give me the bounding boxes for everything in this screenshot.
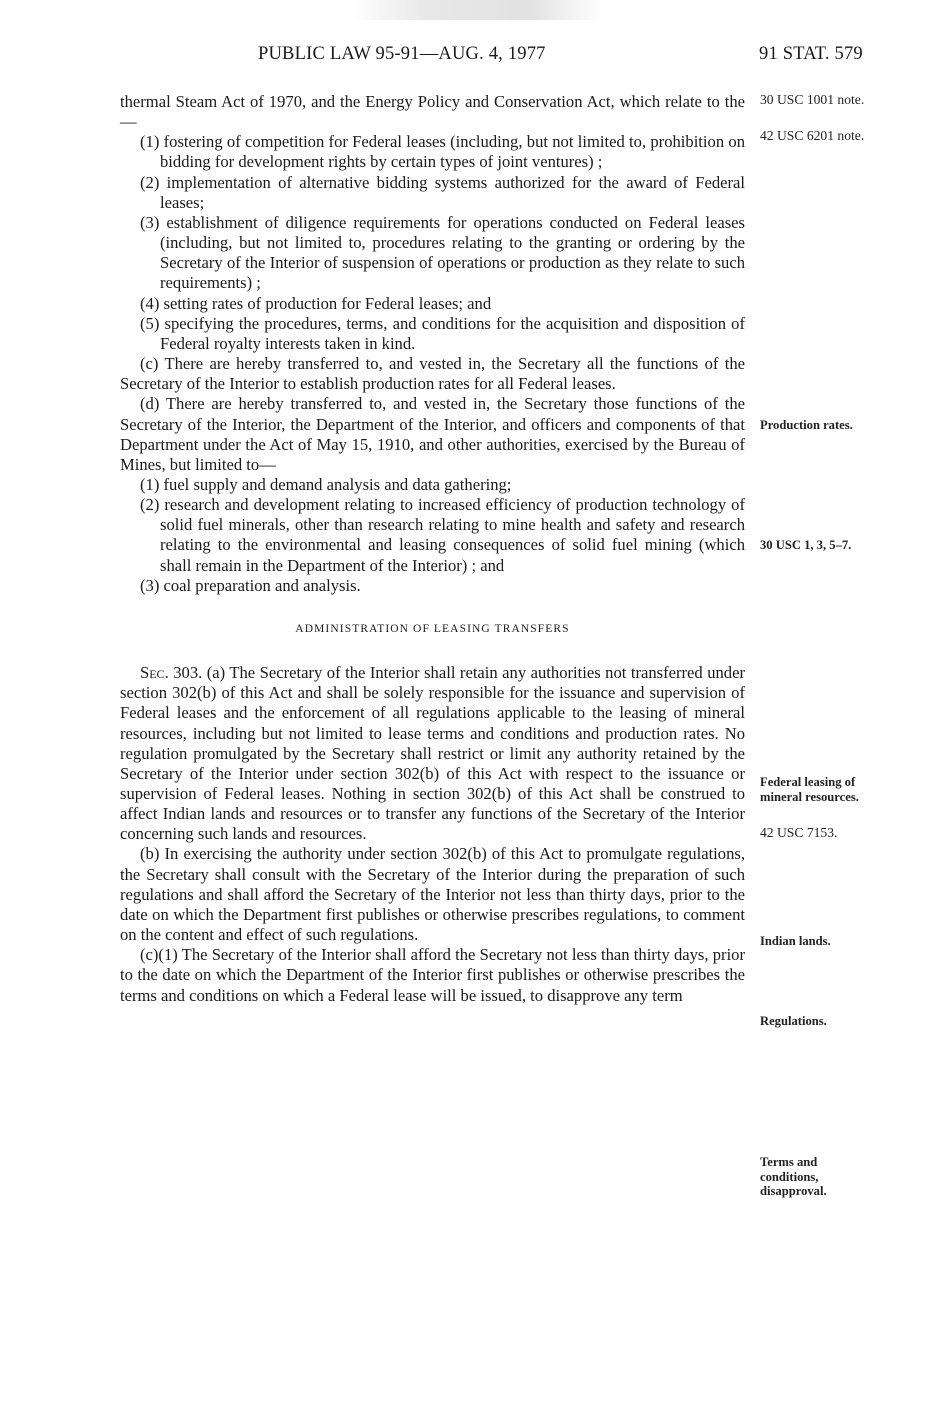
margin-note-30-usc-1001: 30 USC 1001 note. — [760, 92, 865, 107]
list-item: (3) coal preparation and analysis. — [140, 575, 361, 595]
section-heading: ADMINISTRATION OF LEASING TRANSFERS — [295, 622, 570, 635]
list-item: (1) fuel supply and demand analysis and data gathering; — [140, 474, 512, 494]
margin-note-federal-leasing: Federal leasing of mineral resources. — [760, 775, 859, 804]
page-header-stat: 91 STAT. 579 — [759, 44, 863, 64]
paragraph-d: (d) There are hereby transferred to, and vested in, the Secretary those functions of the Secretary of the Interior, the Department of the Interior, and officers and components of that Department under the Act of May 15, 1910, and other authorities, exercised by the Bureau of Mines, but limited to— — [120, 394, 745, 474]
section-label: Sec. — [140, 663, 169, 683]
section-303-b: (b) In exercising the authority under section 302(b) of this Act to promulgate regulations, the Secretary shall consult with the Secretary of the Interior during the preparation of such regulations and shall afford the Secretary of the Interior not less than thirty days, prior to the date on which the Department first publishes or otherwise prescribes regulations, to comment on the content and effect of such regulations. — [120, 844, 745, 945]
list-item: (4) setting rates of production for Federal leases; and — [140, 293, 492, 313]
section-303-a-text: 303. (a) The Secretary of the Interior shall retain any authorities not transferred under section 302(b) of this Act and shall be solely responsible for the issuance and supervision of Federal leases and the enforcement of all regulations applicable to the leasing of mineral resources, including but not limited to lease terms and conditions and production rates. No regulation promulgated by the Secretary shall restrict or limit any authority retained by the Secretary of the Interior under section 302(b) of this Act with respect to the issuance or supervision of Federal leases. Nothing in section 302(b) of this Act shall be construed to affect Indian lands and resources or to transfer any functions of the Secretary of the Interior concerning such lands and resources. — [120, 663, 745, 844]
list-item: (1) fostering of competition for Federal leases (including, but not limited to, prohibition on bidding for development rights by certain types of joint ventures) ; — [140, 132, 745, 172]
page-header-title: PUBLIC LAW 95-91—AUG. 4, 1977 — [258, 44, 546, 64]
intro-paragraph: thermal Steam Act of 1970, and the Energy Policy and Conservation Act, which relate to the— — [120, 92, 745, 132]
scan-artifact — [352, 0, 602, 20]
paragraph-c: (c) There are hereby transferred to, and vested in, the Secretary all the functions of the Secretary of the Interior to establish production rates for all Federal leases. — [120, 354, 745, 394]
margin-note-30-usc-1: 30 USC 1, 3, 5–7. — [760, 538, 852, 552]
margin-note-terms-conditions: Terms and conditions, disapproval. — [760, 1155, 827, 1199]
document-body — [120, 92, 745, 1006]
section-303-c: (c)(1) The Secretary of the Interior shall afford the Secretary not less than thirty days, prior to the date on which the Department of the Interior first publishes or otherwise prescribes the terms and conditions on which a Federal lease will be issued, to disapprove any term — [120, 945, 745, 1005]
list-item: (2) research and development relating to increased efficiency of production technology of solid fuel minerals, other than research relating to mine health and safety and research relating to the environmental and leasing consequences of solid fuel mining (which shall remain in the Department of the Interior) ; and — [140, 495, 745, 575]
margin-note-indian-lands: Indian lands. — [760, 934, 831, 948]
list-item: (3) establishment of diligence requirements for operations conducted on Federal leases (including, but not limited to, procedures relating to the granting or ordering by the Secretary of the Interior of suspension of operations or production as they relate to such requirements) ; — [140, 212, 745, 293]
margin-note-42-usc-6201: 42 USC 6201 note. — [760, 128, 865, 143]
section-303-a — [120, 663, 745, 844]
list-item: (5) specifying the procedures, terms, and conditions for the acquisition and disposition of Federal royalty interests taken in kind. — [140, 313, 745, 353]
margin-note-production-rates: Production rates. — [760, 418, 853, 432]
margin-note-42-usc-7153: 42 USC 7153. — [760, 825, 838, 840]
list-item: (2) implementation of alternative bidding systems authorized for the award of Federal leases; — [140, 172, 745, 212]
margin-note-regulations: Regulations. — [760, 1014, 827, 1028]
